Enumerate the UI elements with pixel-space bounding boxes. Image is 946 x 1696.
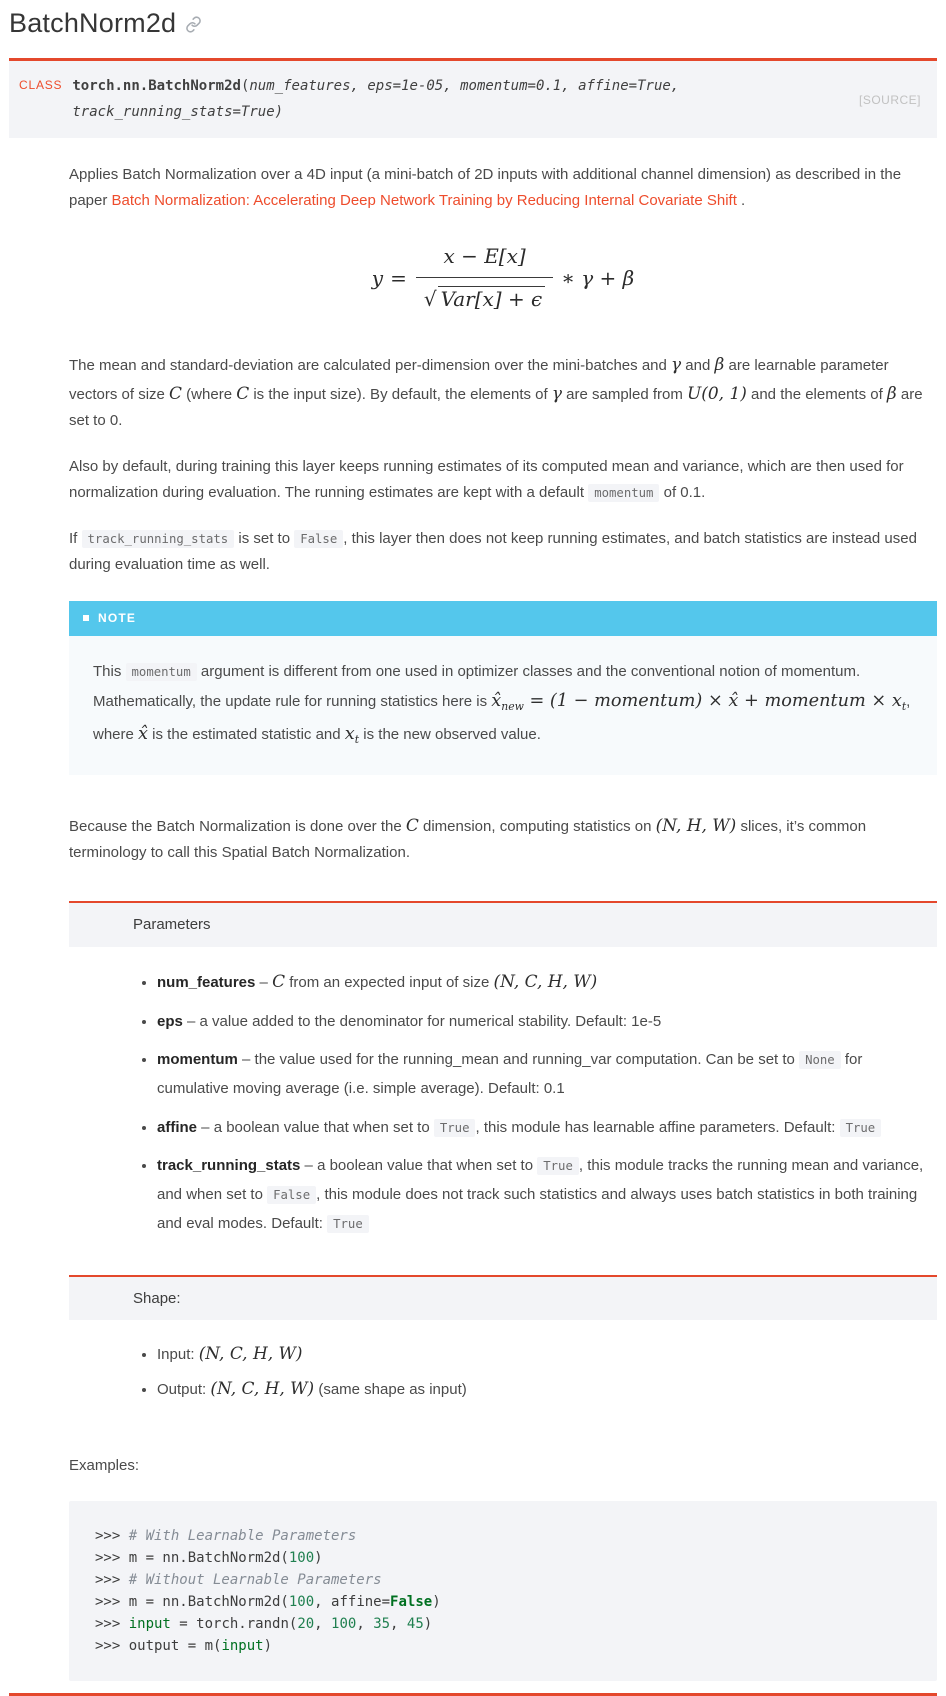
text-token: (same shape as input)	[314, 1380, 467, 1398]
text-token: Because the Batch Normalization is done over the	[69, 817, 406, 835]
intro-paragraph	[69, 162, 937, 213]
text-token: new	[501, 700, 524, 714]
inline-code: False	[294, 530, 343, 548]
text-token: m = nn.BatchNorm2d(	[128, 1549, 289, 1566]
text-token: and	[681, 357, 715, 375]
text-token: eps	[157, 1012, 183, 1030]
text-token: This	[93, 662, 126, 680]
text-token: β	[714, 354, 725, 375]
text-token: 100	[288, 1549, 315, 1566]
code-lines	[95, 1525, 911, 1658]
text-token: x	[344, 724, 355, 745]
signature-paren-open: (	[240, 78, 250, 95]
text-token: >>>	[95, 1571, 129, 1588]
inline-code: False	[267, 1186, 316, 1204]
text-token: dimension, computing statistics on	[418, 817, 656, 835]
shape-item	[157, 1338, 937, 1369]
text-token: β	[886, 382, 897, 403]
text-token: are learnable parameter vectors of size	[69, 357, 889, 403]
shape-item	[157, 1373, 937, 1404]
text-token: – a value added to the denominator for numerical stability. Default: 1e-5	[182, 1012, 662, 1030]
note-admonition	[69, 601, 937, 775]
text-token: If	[69, 530, 82, 548]
signature-params: num_features, eps=1e-05, momentum=0.1, affine=True, track_running_stats=True	[72, 78, 680, 121]
signature-name: torch.nn.BatchNorm2d	[72, 78, 241, 95]
text-token: >>>	[95, 1616, 129, 1632]
text-token: (N, H, W)	[655, 814, 737, 835]
example-code-block	[69, 1501, 937, 1682]
text-token: , where	[93, 693, 911, 744]
text-token: from an expected input of size	[285, 973, 494, 991]
parameter-item	[157, 1045, 937, 1104]
class-signature	[9, 58, 937, 138]
note-title	[69, 601, 937, 635]
text-token: C	[405, 814, 419, 835]
code-line	[95, 1591, 911, 1613]
text-token: (N, C, H, W)	[198, 1343, 303, 1364]
text-token: and the elements of	[746, 385, 887, 403]
text-token: affine	[157, 1118, 198, 1136]
note-body	[69, 636, 937, 775]
text-token: is the estimated statistic and	[148, 726, 345, 744]
text-token: = torch.randn(	[170, 1616, 298, 1632]
note-title-text: NOTE	[98, 611, 137, 626]
formula-lhs: y	[371, 266, 384, 291]
text-token: )	[314, 1549, 323, 1566]
text-token: ,	[356, 1616, 374, 1632]
text-token: 35	[373, 1616, 391, 1632]
parameters-list	[69, 965, 937, 1239]
source-link[interactable]: [SOURCE]	[858, 93, 921, 108]
text-token: 45	[406, 1616, 424, 1632]
text-token: , this layer then does not keep running estimates, and batch statistics are instead used during evaluation time as well.	[69, 530, 917, 573]
spatial-batchnorm-paragraph	[69, 811, 937, 865]
permalink-icon[interactable]	[185, 9, 202, 40]
text-token: (where	[182, 385, 237, 403]
text-token: input	[128, 1616, 171, 1632]
inline-code: momentum	[588, 484, 659, 502]
text-token: x̂	[491, 691, 502, 712]
text-token: is the input size). By default, the elements of	[249, 385, 552, 403]
text-token: are sampled from	[561, 385, 688, 403]
text-token: is set to	[234, 530, 295, 548]
inline-code: None	[799, 1051, 841, 1069]
text-token: slices, it’s common terminology to call this Spatial Batch Normalization.	[69, 817, 867, 861]
inline-code: True	[327, 1215, 369, 1233]
text-token: Input:	[157, 1346, 199, 1364]
text-token: The mean and standard-deviation are calculated per-dimension over the mini-batches and	[69, 357, 672, 375]
class-body	[69, 138, 937, 1681]
text-token: C	[169, 382, 183, 403]
page-title-text: BatchNorm2d	[9, 8, 177, 38]
text-token: ,	[390, 1616, 407, 1632]
text-token: m = nn.BatchNorm2d(	[128, 1593, 289, 1610]
shape-list	[69, 1338, 937, 1403]
text-token: x̂	[138, 724, 149, 745]
track-running-stats-paragraph	[69, 526, 937, 577]
text-token: num_features	[157, 973, 256, 991]
text-token: >>>	[95, 1549, 129, 1566]
text-token: .	[736, 191, 746, 209]
text-token: – a boolean value that when set to	[300, 1156, 538, 1174]
text-token: Applies Batch Normalization over a 4D input (a mini-batch of 2D inputs with additional channel dimension) as described in the paper	[69, 166, 902, 209]
inline-link[interactable]: Batch Normalization: Accelerating Deep Network Training by Reducing Internal Covariate Shift	[111, 191, 737, 209]
text-token: (N, C, H, W)	[493, 970, 598, 991]
class-label: CLASS	[19, 78, 63, 93]
sqrt-icon: √	[423, 287, 437, 312]
batchnorm-formula	[69, 241, 937, 318]
text-token: t	[901, 700, 907, 714]
page-title	[9, 8, 937, 40]
chain-link-icon	[185, 16, 202, 33]
text-token: C	[272, 970, 286, 991]
text-token: # With Learnable Parameters	[128, 1527, 357, 1544]
text-token: , this module has learnable affine parameters. Default:	[475, 1118, 840, 1136]
parameters-section	[69, 901, 937, 1238]
code-line	[95, 1525, 911, 1547]
text-token: γ	[551, 382, 562, 403]
text-token: output = m(	[128, 1638, 222, 1655]
formula-tail: ∗ γ + β	[561, 266, 635, 291]
text-token: # Without Learnable Parameters	[128, 1571, 382, 1588]
text-token: Also by default, during training this layer keeps running estimates of its computed mean and variance, which are then used for normalization during evaluation. The running estimates are kept with a default	[69, 458, 904, 501]
text-token: False	[390, 1593, 433, 1610]
note-bullet-icon	[83, 615, 89, 621]
text-token: – the value used for the running_mean and running_var computation. Can be set to	[237, 1051, 800, 1069]
parameters-header: Parameters	[69, 903, 937, 947]
text-token: , affine=	[314, 1593, 391, 1610]
text-token: of 0.1.	[659, 483, 706, 501]
inline-code: True	[434, 1119, 476, 1137]
formula-numerator: x − E[x]	[443, 244, 526, 269]
text-token: – a boolean value that when set to	[197, 1118, 434, 1136]
shape-section	[69, 1275, 937, 1404]
text-token: (N, C, H, W)	[210, 1377, 315, 1398]
parameter-item	[157, 1113, 937, 1142]
parameter-item	[157, 1007, 937, 1036]
text-token: Output:	[157, 1380, 211, 1398]
formula-radicand: Var[x] + ϵ	[438, 286, 546, 311]
text-token: )	[263, 1638, 273, 1655]
inline-code: True	[840, 1119, 882, 1137]
parameter-item	[157, 1151, 937, 1239]
text-token: >>>	[95, 1527, 129, 1544]
text-token: 20	[297, 1616, 315, 1632]
text-token: >>>	[95, 1638, 129, 1655]
formula-equals: =	[390, 266, 407, 291]
text-token: 100	[288, 1593, 315, 1610]
signature-code	[72, 74, 732, 126]
text-token: , this module does not track such statistics and always uses batch statistics in both training and eval modes. Default:	[157, 1186, 918, 1233]
formula-denominator	[416, 277, 553, 316]
text-token: U(0, 1)	[687, 382, 747, 403]
running-estimates-paragraph	[69, 454, 937, 505]
shape-header: Shape:	[69, 1277, 937, 1321]
text-token: for cumulative moving average (i.e. simple average). Default: 0.1	[157, 1051, 863, 1098]
code-line	[95, 1547, 911, 1569]
text-token: , this module tracks the running mean and variance, and when set to	[157, 1156, 924, 1204]
text-token: are set to 0.	[69, 385, 923, 429]
text-token: C	[236, 382, 250, 403]
examples-label: Examples:	[69, 1457, 140, 1475]
text-token: 100	[331, 1616, 357, 1632]
text-token: argument is different from one used in optimizer classes and the conventional notion of momentum. Mathematically, the update rule for running statistics here is	[93, 662, 861, 711]
class-definition	[9, 58, 937, 1681]
inline-code: momentum	[126, 663, 197, 681]
text-token: –	[255, 973, 273, 991]
text-token: is the new observed value.	[359, 726, 541, 744]
code-line	[95, 1613, 911, 1635]
parameter-item	[157, 965, 937, 998]
text-token: input	[221, 1638, 264, 1655]
inline-code: True	[537, 1157, 579, 1175]
text-token: >>>	[95, 1593, 129, 1610]
code-line	[95, 1635, 911, 1657]
code-line	[95, 1569, 911, 1591]
signature-paren-close: )	[274, 104, 284, 121]
text-token: γ	[671, 354, 682, 375]
text-token: ,	[314, 1616, 332, 1632]
mean-std-paragraph	[69, 350, 937, 433]
text-token: )	[432, 1593, 441, 1610]
text-token: = (1 − momentum) × x̂ + momentum × x	[523, 691, 902, 712]
text-token: t	[354, 732, 360, 746]
formula-fraction	[416, 239, 553, 316]
inline-code: track_running_stats	[82, 530, 235, 548]
text-token: )	[423, 1616, 433, 1632]
text-token: momentum	[157, 1051, 238, 1069]
text-token: track_running_stats	[157, 1156, 301, 1174]
